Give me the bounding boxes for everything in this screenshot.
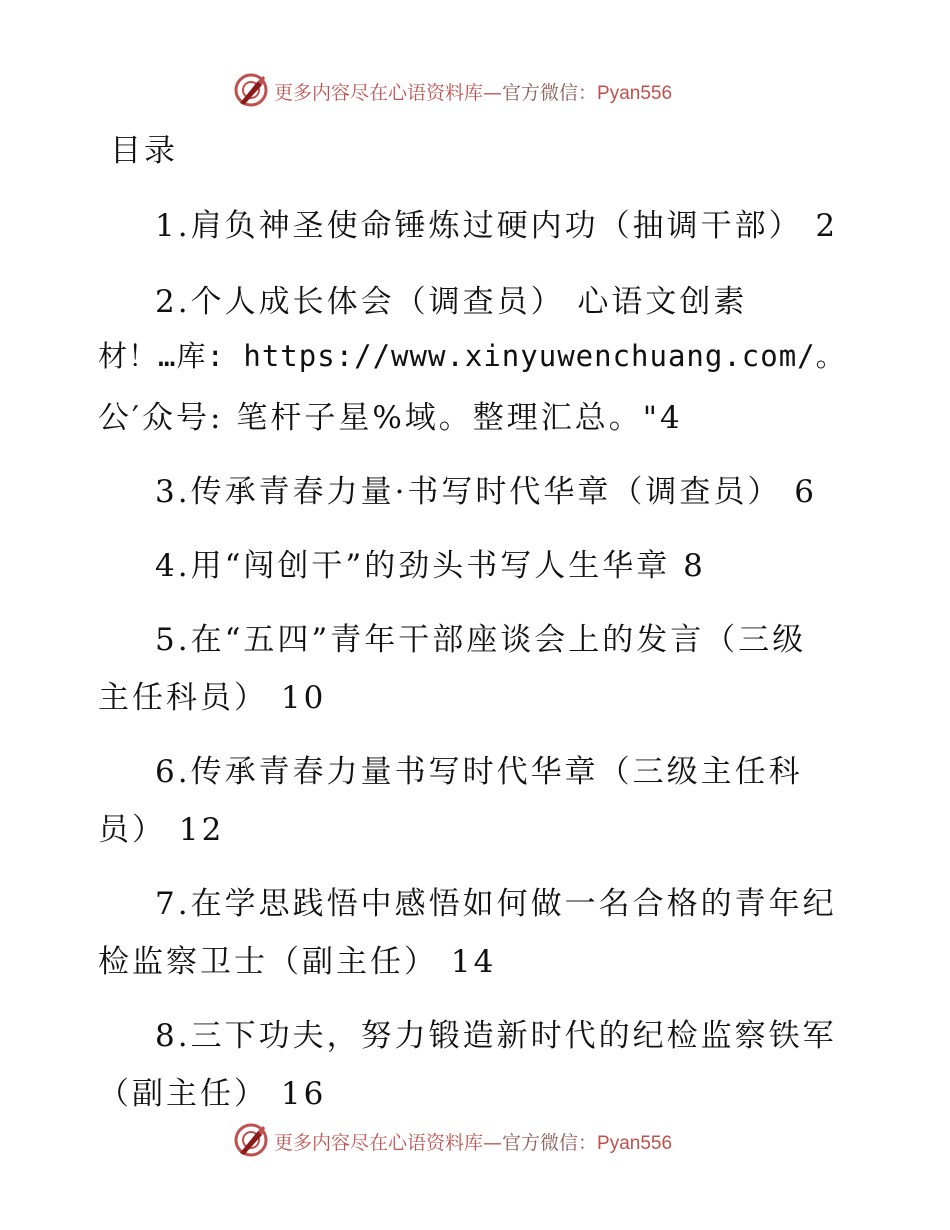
toc-item-5: 5.在“五四”青年干部座谈会上的发言（三级 bbox=[155, 622, 807, 658]
banner-wechat-id: Pyan556 bbox=[597, 1133, 673, 1154]
toc-item-2: 2.个人成长体会（调查员） 心语文创素 bbox=[155, 284, 748, 320]
toc-item-2-cont: 材！…库: https://www.xinyuwenchuang.com/。 bbox=[98, 339, 846, 373]
footer-banner bbox=[0, 1120, 950, 1160]
banner-wechat-id: Pyan556 bbox=[597, 83, 673, 104]
banner-brand: 更多内容尽在心语资料库 bbox=[274, 82, 484, 104]
toc-item-7: 7.在学思践悟中感悟如何做一名合格的青年纪 bbox=[155, 886, 837, 922]
toc-item-4: 4.用“闯创干”的劲头书写人生华章 8 bbox=[155, 548, 706, 584]
toc-item-6: 6.传承青春力量书写时代华章（三级主任科 bbox=[155, 754, 803, 790]
toc-item-8-cont: （副主任） 16 bbox=[98, 1076, 327, 1112]
banner-separator: — bbox=[483, 1132, 503, 1154]
toc-item-7-cont: 检监察卫士（副主任） 14 bbox=[98, 944, 497, 980]
banner-brand: 更多内容尽在心语资料库 bbox=[274, 1132, 484, 1154]
pen-logo-icon bbox=[234, 73, 268, 107]
toc-item-6-cont: 员） 12 bbox=[98, 812, 225, 848]
header-banner bbox=[0, 70, 950, 110]
toc-item-1: 1.肩负神圣使命锤炼过硬内功（抽调干部） 2 bbox=[155, 208, 839, 244]
pen-logo-icon bbox=[234, 1123, 268, 1157]
banner-separator: — bbox=[483, 82, 503, 104]
banner-text bbox=[274, 78, 672, 105]
toc-item-5-cont: 主任科员） 10 bbox=[98, 680, 327, 716]
banner-wechat-label: 官方微信： bbox=[502, 1132, 598, 1154]
page-title: 目录 bbox=[110, 133, 178, 169]
banner-text bbox=[274, 1128, 672, 1155]
banner-wechat-label: 官方微信： bbox=[502, 82, 598, 104]
toc-item-2-cont2: 公′众号: 笔杆子星%域。整理汇总。"4 bbox=[98, 400, 683, 436]
toc-item-8: 8.三下功夫，努力锻造新时代的纪检监察铁军 bbox=[155, 1018, 837, 1054]
toc-item-3: 3.传承青春力量·书写时代华章（调查员） 6 bbox=[155, 474, 818, 510]
